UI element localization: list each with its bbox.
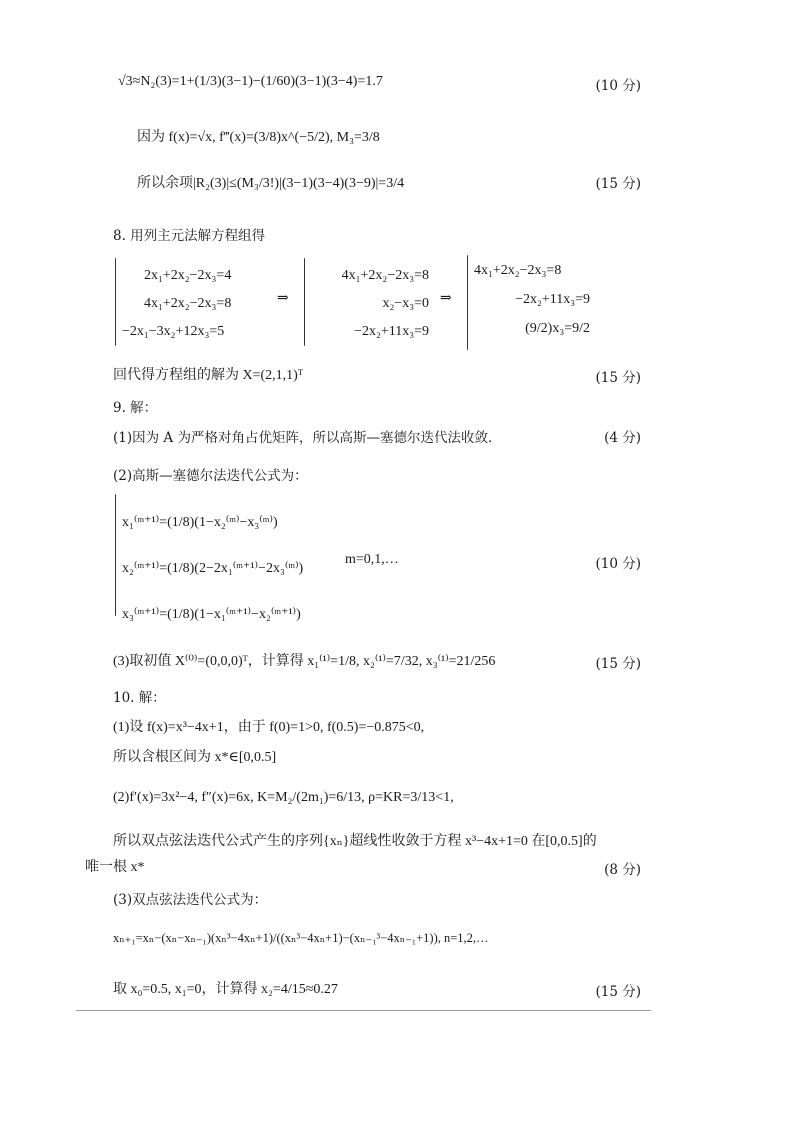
q9-part1: (1)因为 A 为严格对角占优矩阵，所以高斯—塞德尔迭代法收敛． — [113, 430, 502, 446]
q10-part2: (2)f′(x)=3x²−4, f″(x)=6x, K=M₂/(2m₁)=6/13, ρ=KR=3/13<1, — [113, 790, 454, 805]
gs-eq3: x₃⁽ᵐ⁺¹⁾=(1/8)(1−x₁⁽ᵐ⁺¹⁾−x₂⁽ᵐ⁺¹⁾) — [122, 607, 301, 622]
sys2-eq1: 4x₁+2x₂−2x₃=8 — [341, 268, 429, 283]
q9-part2: (2)高斯—塞德尔法迭代公式为： — [113, 468, 308, 484]
q10-title: 10. 解： — [113, 690, 166, 706]
secant-formula: xₙ₊₁=xₙ−(xₙ−xₙ₋₁)(xₙ³−4xₙ+1)/((xₙ³−4xₙ+1)−(xₙ₋₁³−4xₙ₋₁+1)), n=1,2,… — [113, 931, 489, 945]
back-substitution: 回代得方程组的解为 X=(2,1,1)ᵀ — [113, 368, 303, 383]
q9-part3: (3)取初值 X⁽⁰⁾=(0,0,0)ᵀ，计算得 x₁⁽¹⁾=1/8, x₂⁽¹⁾=7/32, x₃⁽¹⁾=21/256 — [113, 654, 496, 669]
system-3 — [474, 256, 590, 343]
sys2-eq3: −2x₂+11x₃=9 — [354, 324, 429, 339]
q10-part1-interval: 所以含根区间为 x*∈[0,0.5] — [113, 750, 277, 765]
gauss-seidel-system — [122, 500, 303, 638]
bottom-divider — [76, 1010, 651, 1011]
q10-part4: 取 x₀=0.5, x₁=0，计算得 x₂=4/15≈0.27 — [113, 982, 338, 997]
brace-left — [115, 258, 116, 346]
brace-right — [467, 255, 468, 350]
q8-score: (15 分) — [595, 370, 641, 386]
q10-part2-conclusion: 所以双点弦法迭代公式产生的序列{xₙ}超线性收敛于方程 x³−4x+1=0 在[0,0.5]的 — [113, 834, 597, 849]
sys2-eq2: x₂−x₃=0 — [382, 296, 429, 311]
gs-eq2: x₂⁽ᵐ⁺¹⁾=(1/8)(2−2x₁⁽ᵐ⁺¹⁾−2x₃⁽ᵐ⁾) — [122, 561, 304, 576]
arrow-1: ⇒ — [277, 291, 289, 306]
sys3-eq1: 4x₁+2x₂−2x₃=8 — [474, 263, 562, 278]
brace-middle — [304, 258, 305, 346]
sys1-eq3: −2x₁−3x₂+12x₃=5 — [122, 324, 225, 339]
eq-sqrt3-approx: √3≈N₂(3)=1+(1/3)(3−1)−(1/60)(3−1)(3−4)=1.7 — [118, 74, 383, 89]
q10-part2-root: 唯一根 x* — [85, 860, 145, 875]
q10-part1: (1)设 f(x)=x³−4x+1，由于 f(0)=1>0, f(0.5)=−0.875<0, — [113, 720, 425, 735]
sys1-eq1: 2x₁+2x₂−2x₃=4 — [144, 268, 232, 283]
q10-part2-score: (8 分) — [604, 862, 641, 878]
sys3-eq2: −2x₂+11x₃=9 — [515, 292, 590, 307]
q8-title: 8. 用列主元法解方程组得 — [113, 228, 266, 244]
sys1-eq2: 4x₁+2x₂−2x₃=8 — [144, 296, 232, 311]
sys3-eq3: (9/2)x₃=9/2 — [525, 321, 590, 336]
system-2 — [311, 262, 429, 346]
system-1 — [122, 262, 231, 346]
arrow-2: ⇒ — [440, 291, 452, 306]
m-range: m=0,1,… — [345, 552, 399, 567]
gs-eq1: x₁⁽ᵐ⁺¹⁾=(1/8)(1−x₂⁽ᵐ⁾−x₃⁽ᵐ⁾) — [122, 515, 278, 530]
eq-remainder: 所以余项|R₂(3)|≤(M₃/3!)|(3−1)(3−4)(3−9)|=3/4 — [137, 176, 405, 191]
eq-derivative: 因为 f(x)=√x, f‴(x)=(3/8)x^(−5/2), M₃=3/8 — [137, 130, 380, 145]
q9-part2-score: (10 分) — [595, 556, 641, 572]
brace-gs — [115, 494, 116, 616]
q9-title: 9. 解： — [113, 400, 158, 416]
q10-part4-score: (15 分) — [595, 984, 641, 1000]
score-15: (15 分) — [595, 176, 641, 192]
q9-part1-score: (4 分) — [604, 430, 641, 446]
q10-part3: (3)双点弦法迭代公式为： — [113, 892, 268, 908]
score-10: (10 分) — [595, 78, 641, 94]
q9-part3-score: (15 分) — [595, 656, 641, 672]
